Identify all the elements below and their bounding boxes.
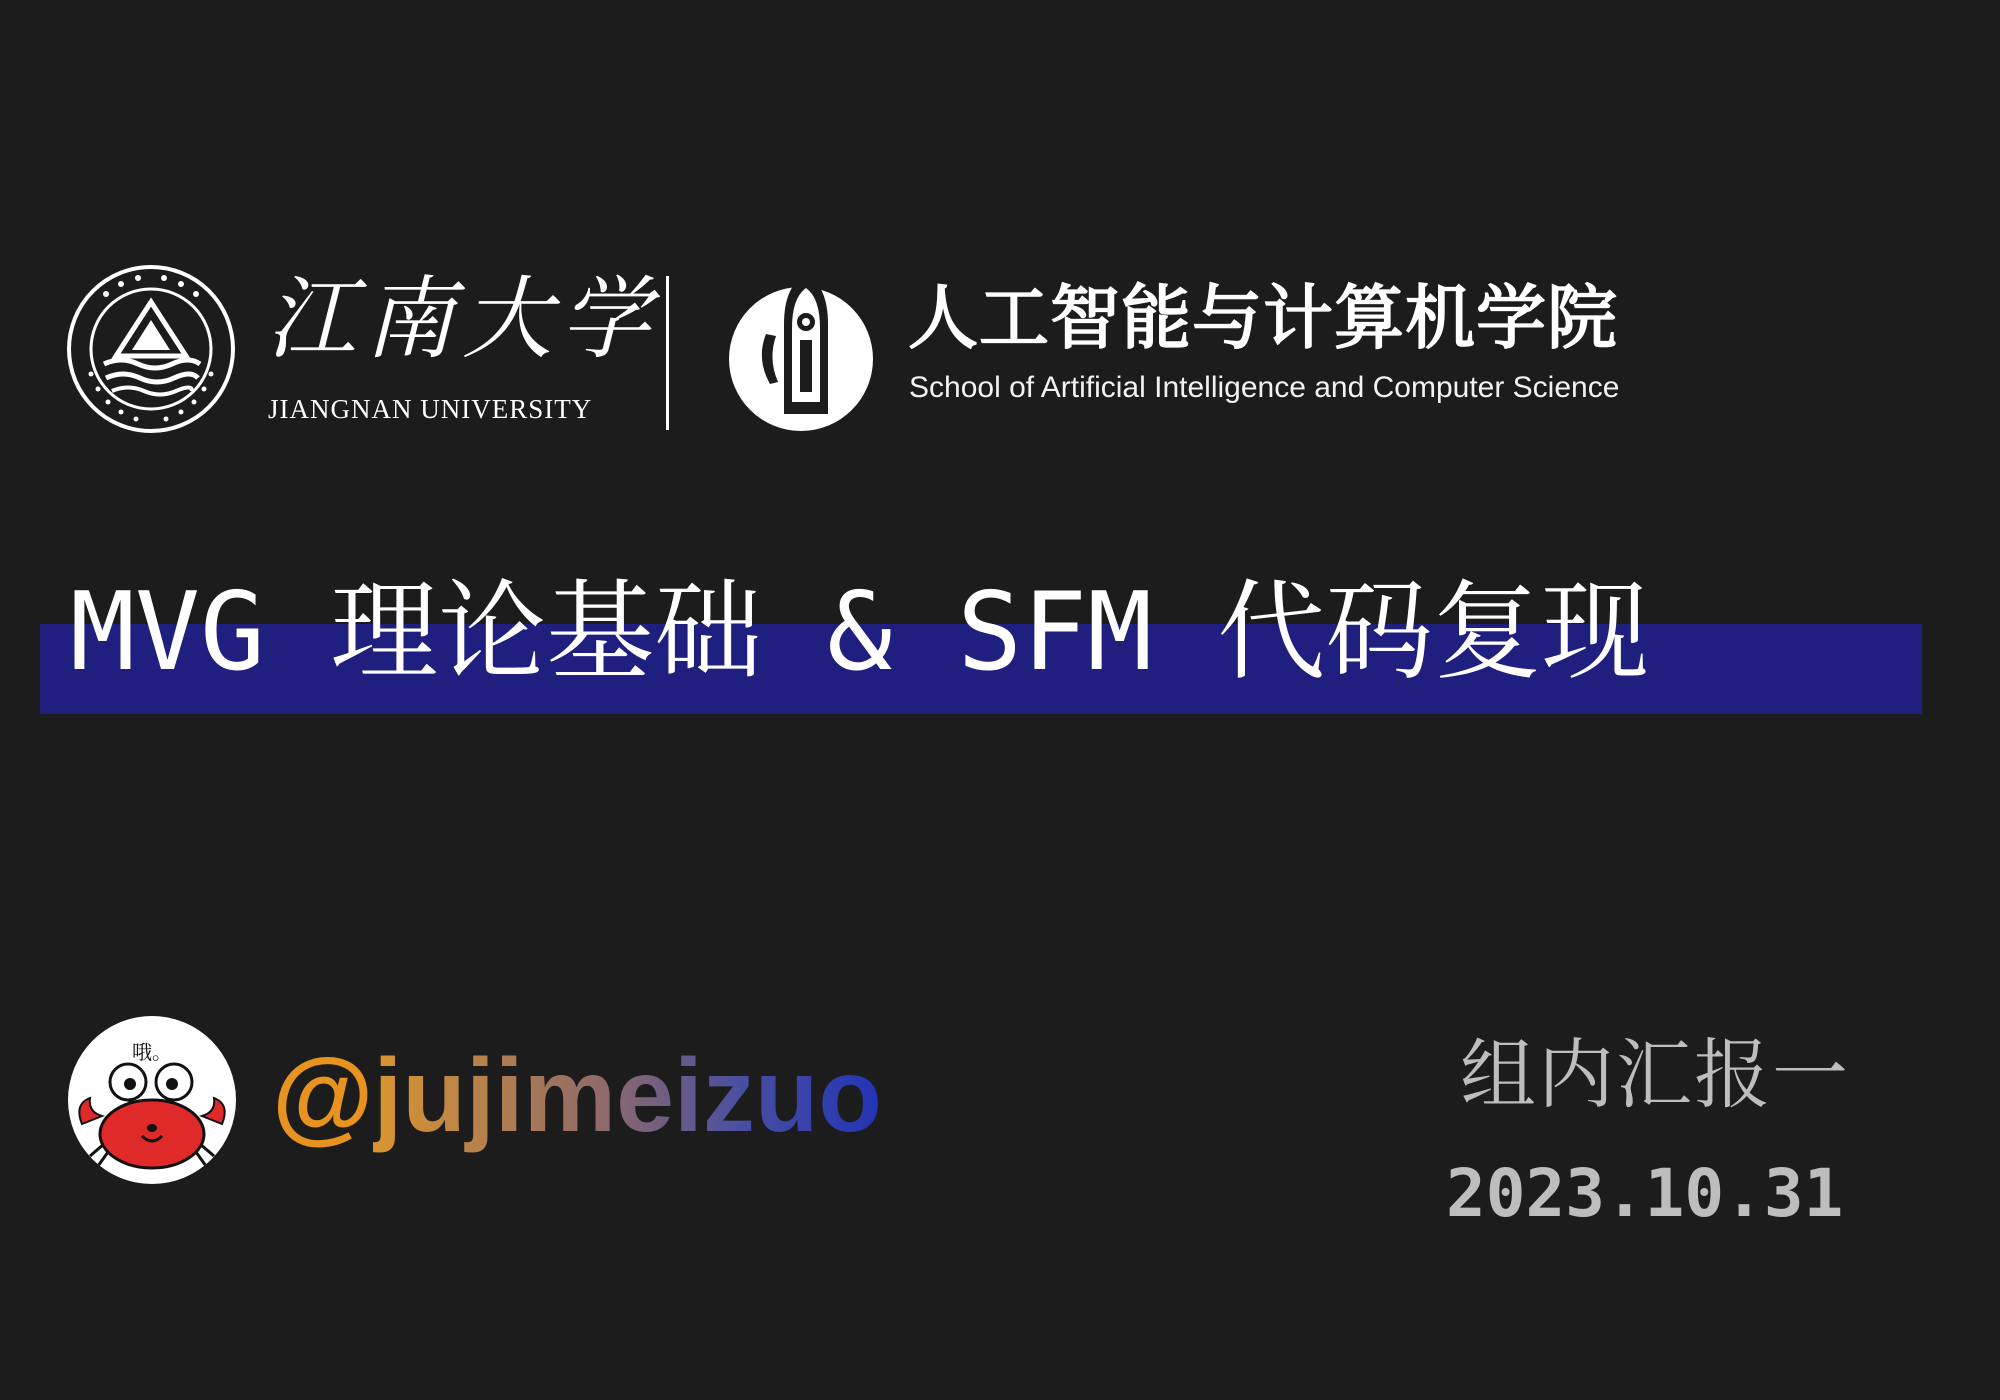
author-handle <box>272 1036 882 1156</box>
avatar-caption: 哦。 <box>132 1040 172 1064</box>
logo-row <box>66 264 1686 434</box>
logo-divider <box>666 276 669 430</box>
jiangnan-university-seal-icon <box>66 264 236 434</box>
ai-school-logo-icon <box>726 264 876 434</box>
report-date: 2023.10.31 <box>1446 1155 1844 1232</box>
avatar <box>68 1016 236 1184</box>
page-title: MVG 理论基础 & SFM 代码复现 <box>70 570 1650 695</box>
school-name-cn: 人工智能与计算机学院 <box>908 277 1618 359</box>
handle-at-sign: @ <box>272 1038 374 1154</box>
university-name-en: JIANGNAN UNIVERSITY <box>268 394 593 424</box>
school-name-en: School of Artificial Intelligence and Computer Science <box>909 371 1620 404</box>
report-label: 组内汇报一 <box>1460 1030 1850 1119</box>
university-name-cn: 江南大学 <box>266 267 658 372</box>
handle-name: jujimeizuo <box>373 1038 882 1154</box>
